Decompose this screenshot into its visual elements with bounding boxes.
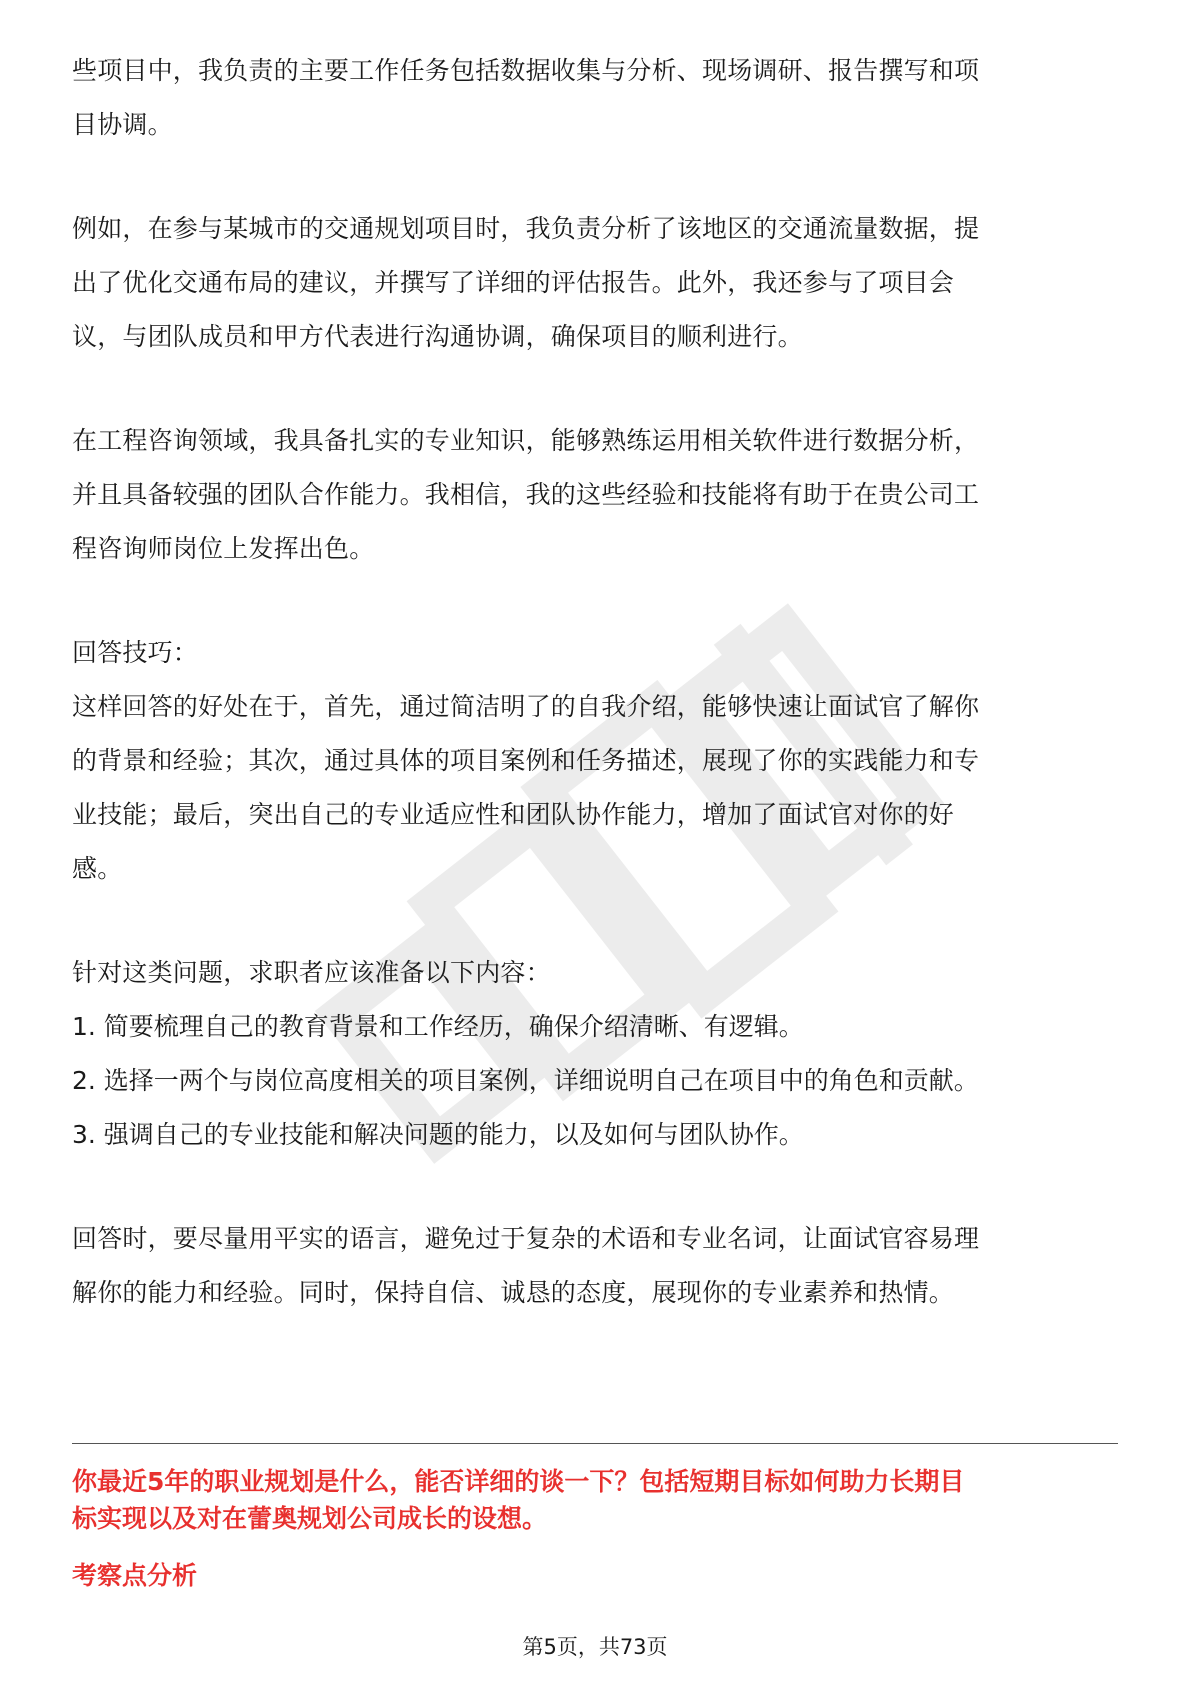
question-line: 你最近5年的职业规划是什么，能否详细的谈一下？包括短期目标如何助力长期目 xyxy=(72,1467,965,1496)
paragraph-line: 在工程咨询领域，我具备扎实的专业知识，能够熟练运用相关软件进行数据分析， xyxy=(72,426,980,455)
question-line: 标实现以及对在蕾奥规划公司成长的设想。 xyxy=(72,1504,548,1533)
list-item: 2. 选择一两个与岗位高度相关的项目案例，详细说明自己在项目中的角色和贡献。 xyxy=(72,1066,979,1095)
paragraph-line: 些项目中，我负责的主要工作任务包括数据收集与分析、现场调研、报告撰写和项 xyxy=(72,56,980,85)
section-divider xyxy=(72,1443,1118,1444)
paragraph-line: 这样回答的好处在于，首先，通过简洁明了的自我介绍，能够快速让面试官了解你 xyxy=(72,692,980,721)
paragraph-line: 解你的能力和经验。同时，保持自信、诚恳的态度，展现你的专业素养和热情。 xyxy=(72,1278,955,1307)
paragraph-line: 出了优化交通布局的建议，并撰写了详细的评估报告。此外，我还参与了项目会 xyxy=(72,268,955,297)
paragraph-line: 议，与团队成员和甲方代表进行沟通协调，确保项目的顺利进行。 xyxy=(72,322,803,351)
prep-intro: 针对这类问题，求职者应该准备以下内容： xyxy=(72,958,551,987)
paragraph-line: 并且具备较强的团队合作能力。我相信，我的这些经验和技能将有助于在贵公司工 xyxy=(72,480,980,509)
paragraph-line: 业技能；最后，突出自己的专业适应性和团队协作能力，增加了面试官对你的好 xyxy=(72,800,955,829)
paragraph-line: 程咨询师岗位上发挥出色。 xyxy=(72,534,375,563)
paragraph-line: 回答时，要尽量用平实的语言，避免过于复杂的术语和专业名词，让面试官容易理 xyxy=(72,1224,980,1253)
paragraph-line: 感。 xyxy=(72,854,123,883)
paragraph-line: 的背景和经验；其次，通过具体的项目案例和任务描述，展现了你的实践能力和专 xyxy=(72,746,980,775)
paragraph-line: 例如，在参与某城市的交通规划项目时，我负责分析了该地区的交通流量数据，提 xyxy=(72,214,980,243)
page-indicator: 第5页，共73页 xyxy=(522,1635,668,1659)
tips-label: 回答技巧： xyxy=(72,638,199,667)
list-item: 1. 简要梳理自己的教育背景和工作经历，确保介绍清晰、有逻辑。 xyxy=(72,1012,804,1041)
paragraph-line: 目协调。 xyxy=(72,110,173,139)
next-question xyxy=(72,1463,1118,1537)
document-body xyxy=(72,44,1118,1320)
list-item: 3. 强调自己的专业技能和解决问题的能力，以及如何与团队协作。 xyxy=(72,1120,804,1149)
section-title: 考察点分析 xyxy=(72,1561,198,1590)
